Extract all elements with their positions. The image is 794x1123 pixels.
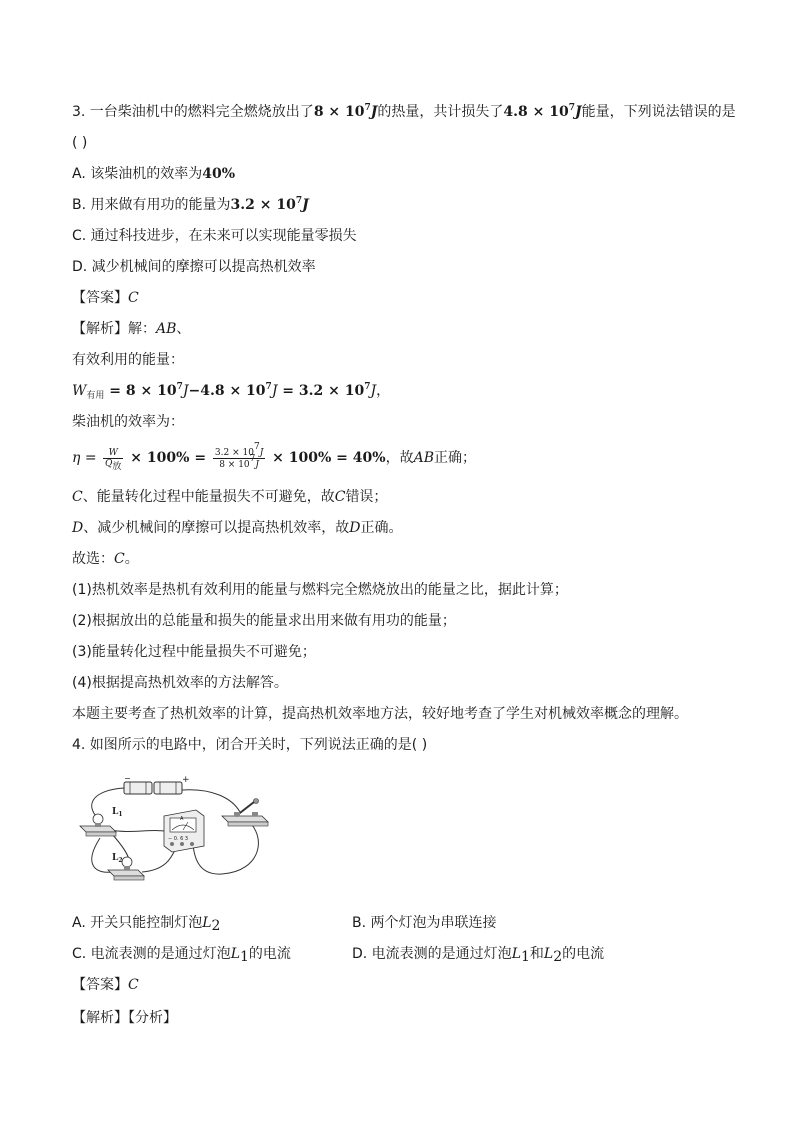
q3-option-d: D. 减少机械间的摩擦可以提高热机效率 [72, 259, 316, 275]
l1-label: $L_1$ [112, 807, 123, 818]
ammeter [164, 810, 204, 852]
q4-answer [72, 975, 139, 995]
ammeter-scale-label: − 0. 6 3 [168, 836, 189, 842]
q3-option-b: B. 用来做有用功的能量为$3.2 \times 10^7J$ [72, 196, 309, 213]
analysis-label: 【解析】 [72, 1010, 128, 1026]
analysis-tag: 【分析】 [128, 1010, 177, 1026]
q3-answer [72, 288, 139, 308]
q3-stem-text-c: 能量，下列说法错误的是 [581, 104, 736, 120]
q3-stem [72, 102, 736, 122]
battery-minus-label: − [124, 776, 131, 783]
switch [222, 799, 268, 827]
lamp-l1 [80, 814, 116, 836]
q3-analysis-head: 【解析】解：AB、 [72, 321, 191, 337]
q4-option-a: A. 开关只能控制灯泡$L_2$ [72, 915, 221, 934]
answer-label: 【答案】 [72, 977, 128, 993]
analysis-label: 【解析】 [72, 321, 128, 337]
circuit-diagram [72, 776, 272, 886]
q3-note-4: (4)根据提高热机效率的方法解答。 [72, 675, 288, 691]
q3-eff-label: 柴油机的效率为： [72, 414, 184, 430]
q3-useful-equation: $W_{有用} = 8 \times 10^7J-4.8 \times 10^7J = 3.2 \times 10^7J$， [72, 382, 391, 401]
q3-choose: 故选：C。 [72, 551, 139, 567]
q3-stem-loss: $4.8 \times 10^7J$ [503, 103, 582, 120]
q3-option-c: C. 通过科技进步，在未来可以实现能量零损失 [72, 228, 357, 244]
fraction-w-over-q: $\frac{W}{Q_放}$ [105, 447, 122, 472]
battery-plus-label: + [182, 776, 190, 785]
q3-eff-equation: η = $\frac{W}{Q_放}$ × 100% = $\frac{3.2 \times 10^7J}{8 \times 10^7J}$ × 100% = 40%，故AB正确； [72, 441, 476, 472]
q3-note-2: (2)根据放出的总能量和损失的能量求出用来做有用功的能量； [72, 613, 456, 629]
q3-useful-label: 有效利用的能量： [72, 352, 184, 368]
ammeter-a-label: A [180, 816, 184, 822]
answer-value: C [128, 290, 139, 306]
q4-analysis [72, 1008, 177, 1028]
battery-2 [154, 782, 182, 794]
q3-paren: ( ) [72, 135, 88, 151]
q3-note-3: (3)能量转化过程中能量损失不可避免； [72, 644, 316, 660]
q3-stem-heat: $8 \times 10^7J$ [313, 103, 378, 120]
q3-stem-text-b: 的热量，共计损失了 [377, 104, 504, 120]
l2-label: $L_2$ [112, 853, 123, 864]
battery-1 [124, 782, 152, 794]
q3-d-explanation: D、减少机械间的摩擦可以提高热机效率，故D正确。 [72, 520, 403, 536]
answer-value: C [128, 977, 139, 993]
q3-summary: 本题主要考查了热机效率的计算，提高热机效率地方法，较好地考查了学生对机械效率概念的理解。 [72, 706, 688, 722]
q4-option-c: C. 电流表测的是通过灯泡$L_1$的电流 [72, 946, 291, 965]
q3-option-a: A. 该柴油机的效率为40% [72, 166, 236, 182]
q3-stem-text-a: 3. 一台柴油机中的燃料完全燃烧放出了 [72, 104, 314, 120]
q3-c-explanation: C、能量转化过程中能量损失不可避免，故C错误； [72, 489, 388, 505]
q4-option-b: B. 两个灯泡为串联连接 [352, 915, 497, 931]
q4-stem: 4. 如图所示的电路中，闭合开关时，下列说法正确的是( ) [72, 737, 428, 753]
q4-option-d: D. 电流表测的是通过灯泡$L_1$和$L_2$的电流 [352, 946, 605, 965]
fraction-values: $\frac{3.2 \times 10^7J}{8 \times 10^7J}$ [214, 441, 264, 470]
answer-label: 【答案】 [72, 290, 128, 306]
q3-note-1: (1)热机效率是热机有效利用的能量与燃料完全燃烧放出的能量之比，据此计算； [72, 582, 568, 598]
